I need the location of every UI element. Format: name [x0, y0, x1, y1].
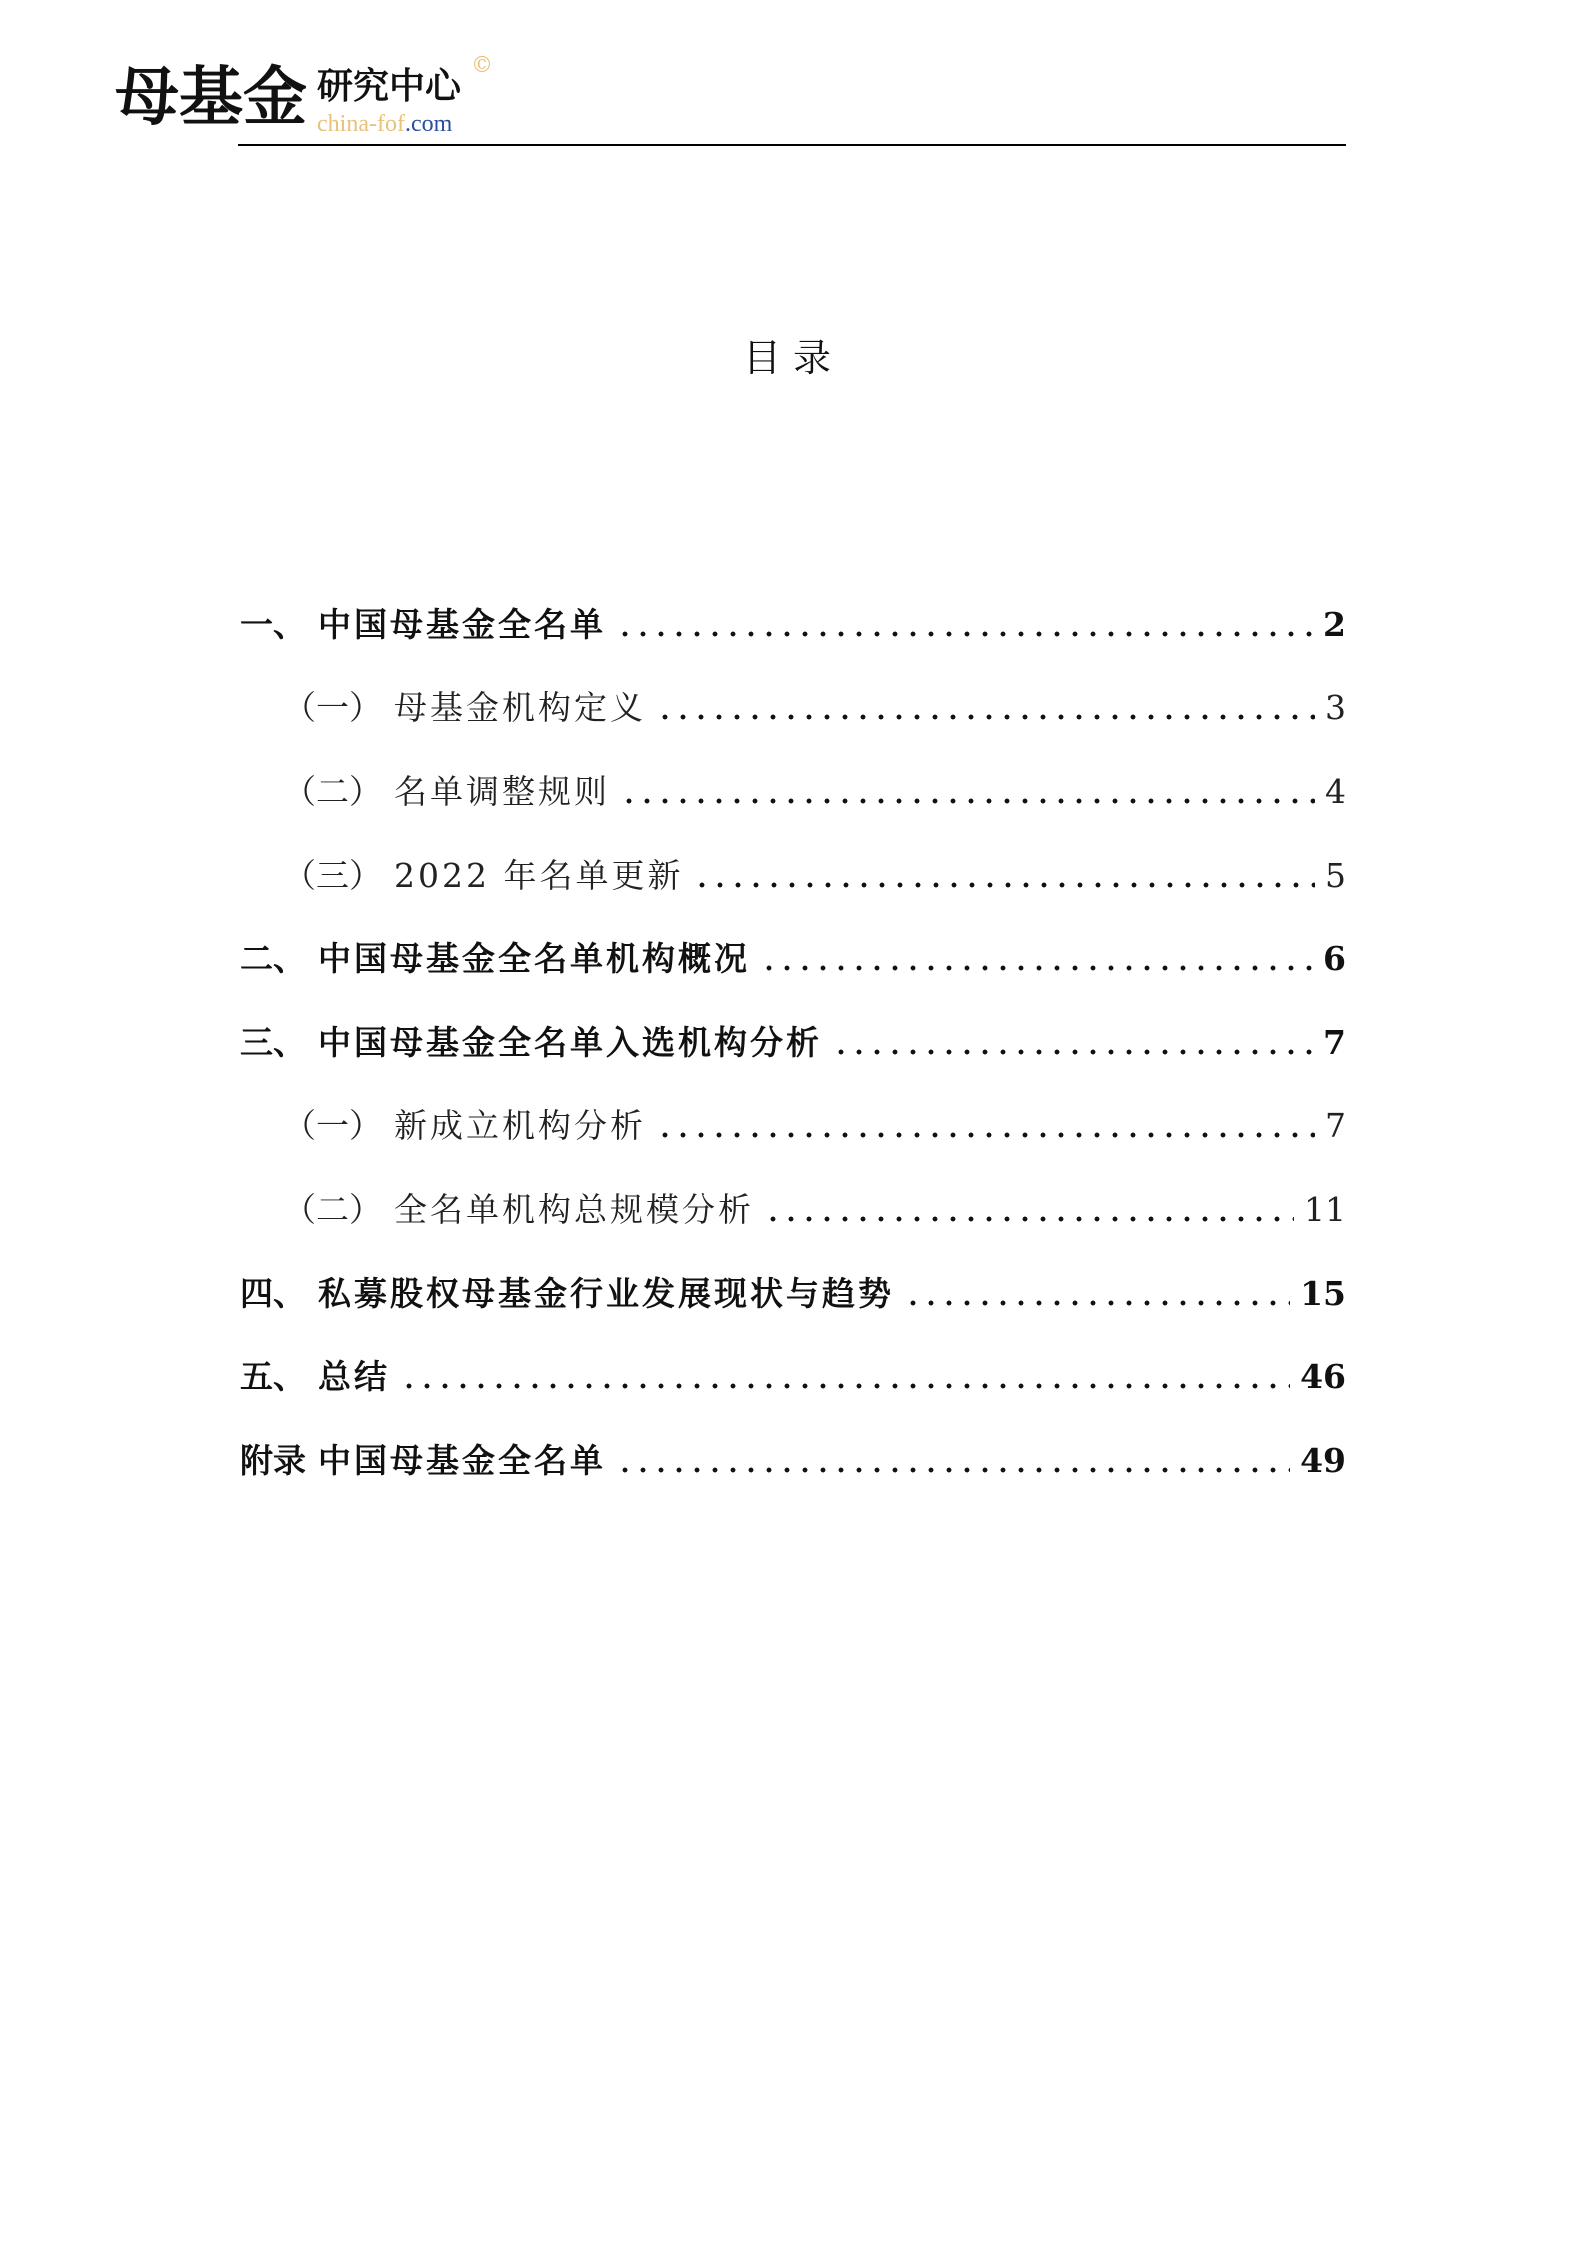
toc-entry[interactable]: [240, 583, 1346, 667]
logo-main: 母基金: [115, 60, 307, 135]
toc-entry[interactable]: [240, 667, 1346, 751]
toc-label: 新成立机构分析: [394, 1106, 646, 1146]
toc-number: （二）: [283, 1189, 382, 1229]
toc-page-number: 4: [1325, 771, 1346, 811]
logo: [115, 53, 535, 142]
toc-leader-dots: [656, 714, 1315, 720]
toc-label: 中国母基金全名单机构概况: [318, 939, 750, 979]
toc-leader-dots: [616, 1467, 1290, 1473]
table-of-contents: [240, 583, 1346, 1503]
toc-leader-dots: [693, 882, 1315, 888]
toc-page-number: 7: [1325, 1106, 1346, 1146]
toc-number: （一）: [283, 1106, 382, 1146]
toc-label: 名单调整规则: [394, 771, 610, 811]
toc-number: 附录: [240, 1440, 306, 1480]
toc-label: 中国母基金全名单: [318, 604, 606, 644]
toc-entry[interactable]: [240, 917, 1346, 1001]
toc-page-number: 2: [1323, 604, 1346, 644]
toc-number: 二、: [240, 939, 306, 979]
toc-leader-dots: [764, 1216, 1294, 1222]
toc-entry[interactable]: [240, 1252, 1346, 1336]
toc-page-number: 6: [1323, 939, 1346, 979]
toc-entry[interactable]: [240, 1168, 1346, 1252]
toc-page-number: 11: [1304, 1189, 1346, 1229]
page-title: 目录: [742, 336, 843, 380]
toc-number: 四、: [240, 1273, 306, 1313]
toc-entry[interactable]: [240, 1085, 1346, 1169]
toc-number: （三）: [283, 855, 382, 895]
toc-leader-dots: [832, 1049, 1313, 1055]
toc-number: （二）: [283, 771, 382, 811]
toc-label: 全名单机构总规模分析: [394, 1189, 754, 1229]
toc-entry[interactable]: [240, 1335, 1346, 1419]
logo-sub: 研究中心: [317, 65, 462, 107]
toc-entry[interactable]: [240, 1419, 1346, 1503]
toc-number: 三、: [240, 1022, 306, 1062]
toc-page-number: 7: [1323, 1022, 1346, 1062]
toc-page-number: 3: [1325, 688, 1346, 728]
toc-label: 私募股权母基金行业发展现状与趋势: [318, 1273, 894, 1313]
copyright-mark: ©: [471, 53, 493, 78]
logo-url: [317, 110, 452, 138]
toc-label: 母基金机构定义: [394, 688, 646, 728]
toc-page-number: 49: [1300, 1440, 1346, 1480]
toc-number: 一、: [240, 604, 306, 644]
toc-label: 2022 年名单更新: [394, 855, 684, 895]
toc-page-number: 5: [1325, 855, 1346, 895]
toc-leader-dots: [760, 965, 1313, 971]
toc-label: 中国母基金全名单入选机构分析: [318, 1022, 822, 1062]
toc-page-number: 15: [1300, 1273, 1346, 1313]
toc-leader-dots: [904, 1300, 1290, 1306]
toc-entry[interactable]: [240, 834, 1346, 918]
toc-leader-dots: [620, 798, 1315, 804]
header-rule: [238, 144, 1346, 146]
toc-page-number: 46: [1300, 1357, 1346, 1397]
toc-leader-dots: [616, 631, 1313, 637]
toc-label: 总结: [318, 1357, 390, 1397]
toc-number: （一）: [283, 688, 382, 728]
toc-leader-dots: [656, 1132, 1315, 1138]
toc-entry[interactable]: [240, 750, 1346, 834]
toc-entry[interactable]: [240, 1001, 1346, 1085]
toc-leader-dots: [400, 1383, 1290, 1389]
logo-url-domain: china-fof: [317, 111, 405, 137]
logo-url-tld: .com: [404, 111, 453, 137]
toc-label: 中国母基金全名单: [318, 1440, 606, 1480]
toc-number: 五、: [240, 1357, 306, 1397]
